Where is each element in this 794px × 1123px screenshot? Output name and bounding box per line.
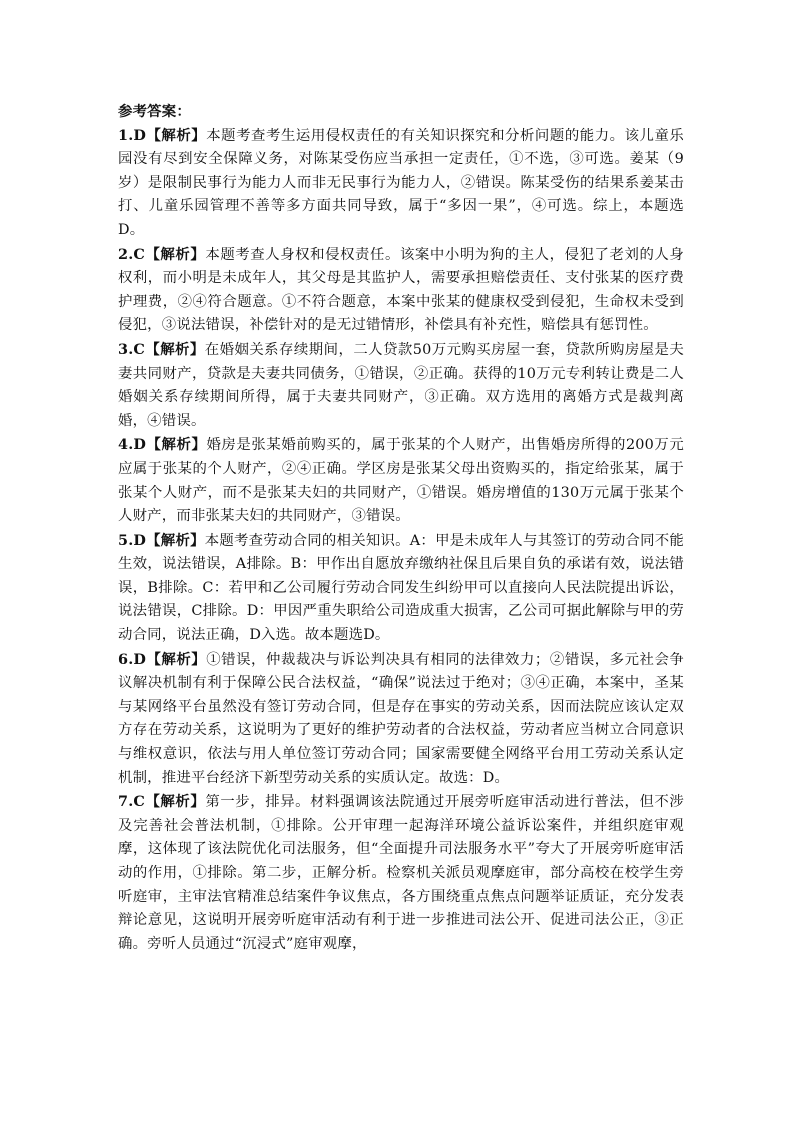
answer-item-6 xyxy=(118,648,684,791)
analysis-tag: 【解析】 xyxy=(146,531,205,549)
answer-item-5 xyxy=(118,529,684,648)
answer-key-document xyxy=(118,100,684,956)
answer-number: 5.D xyxy=(118,531,147,549)
answer-item-4 xyxy=(118,433,684,528)
analysis-text: 第一步，排异。材料强调该法院通过开展旁听庭审活动进行普法，但不涉及完善社会普法机制，①排除。公开审理一起海洋环境公益诉讼案件，并组织庭审观摩，这体现了该法院优化司法服务，但“全面提升司法服务水平”夸大了开展旁听庭审活动的作用，①排除。第二步，正解分析。检察机关派员观摩庭审，部分高校在校学生旁听庭审，主审法官精准总结案件争议焦点，各方围绕重点焦点问题举证质证，充分发表辩论意见，这说明开展旁听庭审活动有利于进一步推进司法公开、促进司法公正，③正确。旁听人员通过“沉浸式”庭审观摩， xyxy=(118,794,684,952)
analysis-tag: 【解析】 xyxy=(146,126,207,144)
answer-item-2 xyxy=(118,243,684,338)
answer-number: 6.D xyxy=(118,650,147,668)
analysis-tag: 【解析】 xyxy=(145,245,206,263)
answer-item-7 xyxy=(118,790,684,956)
analysis-text: 本题考查劳动合同的相关知识。A：甲是未成年人与其签订的劳动合同不能生效，说法错误，A排除。B：甲作出自愿放弃缴纳社保且后果自负的承诺有效，说法错误，B排除。C：若甲和乙公司履行劳动合同发生纠纷甲可以直接向人民法院提出诉讼，说法错误，C排除。D：甲因严重失职给公司造成重大损害，乙公司可据此解除与甲的劳动合同，说法正确，D入选。故本题选D。 xyxy=(118,532,684,644)
answer-item-1 xyxy=(118,124,684,243)
answer-number: 4.D xyxy=(118,436,147,454)
answer-number: 1.D xyxy=(118,126,147,144)
analysis-text: 本题考查考生运用侵权责任的有关知识探究和分析问题的能力。该儿童乐园没有尽到安全保障义务，对陈某受伤应当承担一定责任，①不选，③可选。姜某（9岁）是限制民事行为能力人而非无民事行为能力人，②错误。陈某受伤的结果系姜某击打、儿童乐园管理不善等多方面共同导致，属于“多因一果”，④可选。综上，本题选D。 xyxy=(118,127,684,238)
answer-item-3 xyxy=(118,338,684,433)
analysis-text: 婚房是张某婚前购买的，属于张某的个人财产，出售婚房所得的200万元应属于张某的个人财产，②④正确。学区房是张某父母出资购买的，指定给张某，属于张某个人财产，而不是张某夫妇的共同财产，①错误。婚房增值的130万元属于张某个人财产，而非张某夫妇的共同财产，③错误。 xyxy=(118,437,684,525)
analysis-tag: 【解析】 xyxy=(146,650,207,668)
answer-key-heading: 参考答案： xyxy=(118,103,191,120)
analysis-tag: 【解析】 xyxy=(146,436,207,454)
analysis-text: 本题考查人身权和侵权责任。该案中小明为狗的主人，侵犯了老刘的人身权利，而小明是未成年人，其父母是其监护人，需要承担赔偿责任、支付张某的医疗费护理费，②④符合题意。①不符合题意，本案中张某的健康权受到侵犯，生命权未受到侵犯，③说法错误，补偿针对的是无过错情形，补偿具有补充性，赔偿具有惩罚性。 xyxy=(118,246,684,334)
analysis-text: 在婚姻关系存续期间，二人贷款50万元购买房屋一套，贷款所购房屋是夫妻共同财产，贷款是夫妻共同债务，①错误，②正确。获得的10万元专利转让费是二人婚姻关系存续期间所得，属于夫妻共同财产，③正确。双方选用的离婚方式是裁判离婚，④错误。 xyxy=(118,341,684,429)
answer-number: 7.C xyxy=(118,793,146,811)
answer-number: 3.C xyxy=(118,340,146,358)
answer-number: 2.C xyxy=(118,245,146,263)
analysis-text: ①错误，仲裁裁决与诉讼判决具有相同的法律效力；②错误，多元社会争议解决机制有利于保障公民合法权益，“确保”说法过于绝对；③④正确，本案中，圣某与某网络平台虽然没有签订劳动合同，但是存在事实的劳动关系，因而法院应该认定双方存在劳动关系，这说明为了更好的维护劳动者的合法权益，劳动者应当树立合同意识与维权意识，依法与用人单位签订劳动合同；国家需要健全网络平台用工劳动关系认定机制，推进平台经济下新型劳动关系的实质认定。故选：D。 xyxy=(118,651,684,786)
analysis-tag: 【解析】 xyxy=(145,340,205,358)
analysis-tag: 【解析】 xyxy=(145,793,206,811)
